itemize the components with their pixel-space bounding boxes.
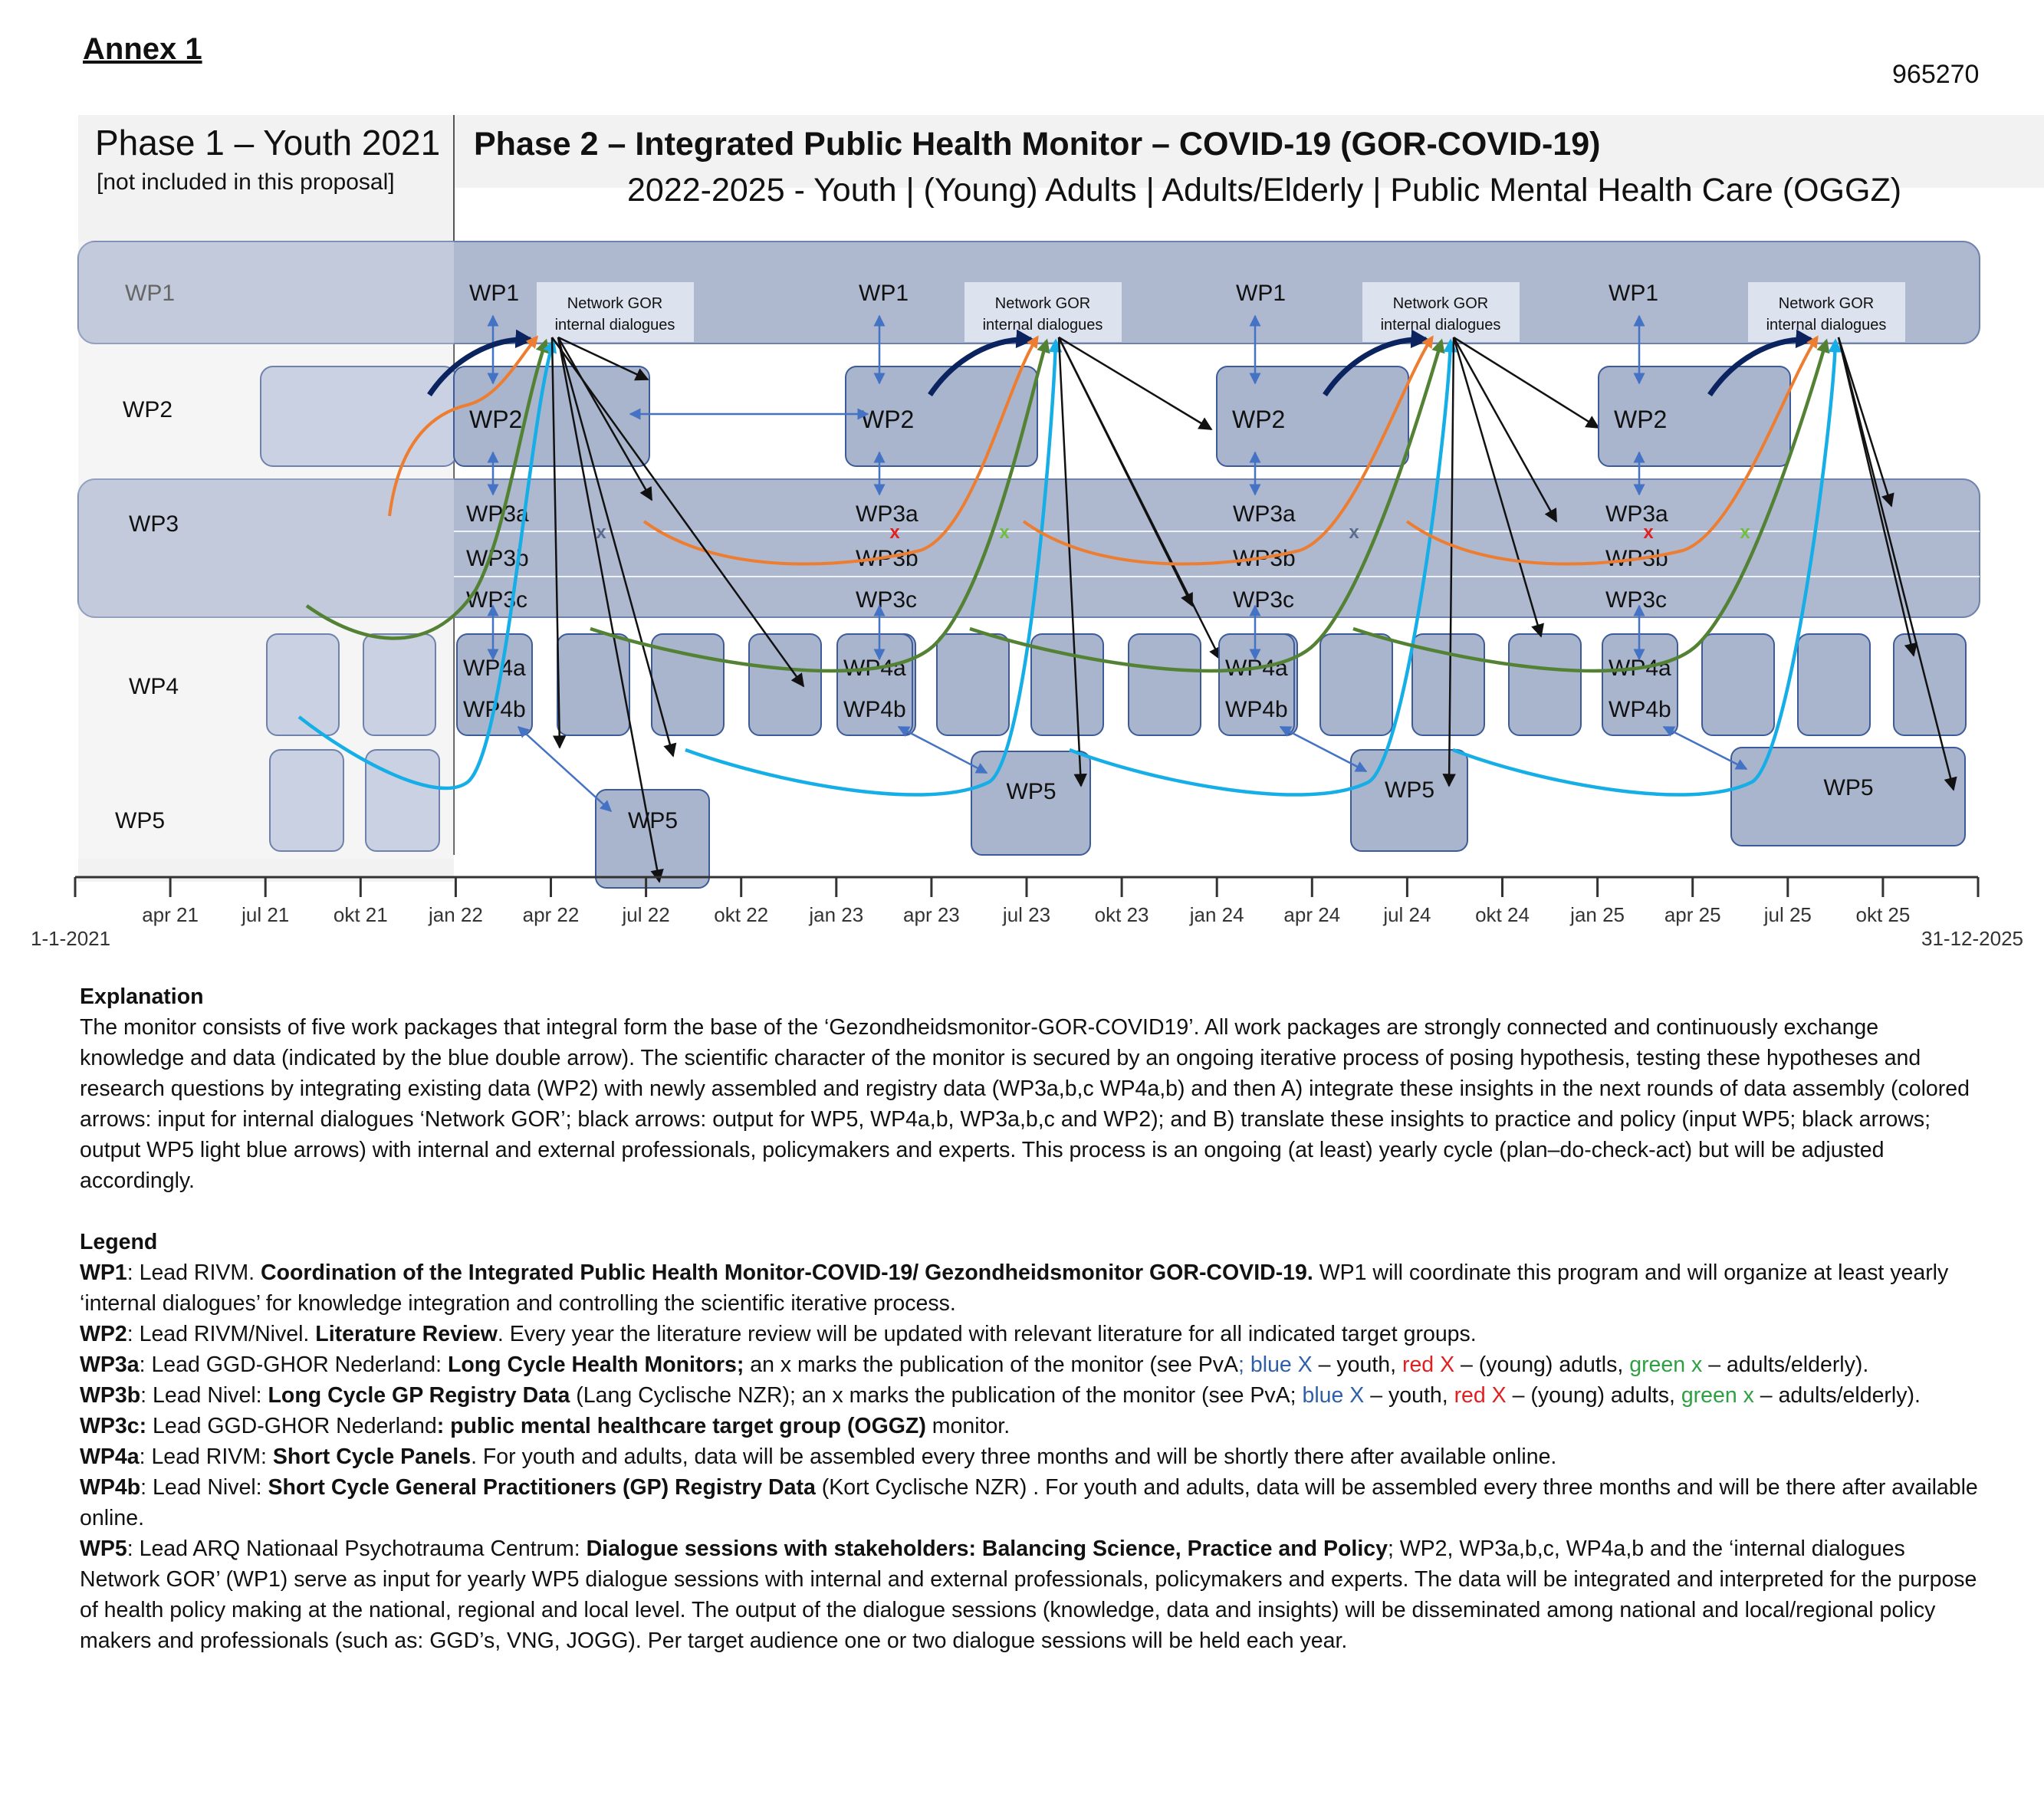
timeline-label-9: apr 23 — [903, 903, 960, 926]
network-gor-line2-1: internal dialogues — [554, 317, 675, 334]
network-gor-line2-3: internal dialogues — [1380, 317, 1501, 334]
network-gor-line1-2: Network GOR — [994, 295, 1091, 312]
timeline-label-1: apr 21 — [142, 903, 199, 926]
row-label-wp5: WP5 — [115, 808, 166, 833]
wp5-label-3: WP5 — [1385, 777, 1435, 803]
timeline-label-5: apr 22 — [522, 903, 580, 926]
legend-wp2: WP2: Lead RIVM/Nivel. Literature Review. Every year the literature review will be updated with relevant literature for all indicated target groups. — [80, 1322, 1477, 1346]
wp4-slot-box-6 — [1129, 634, 1201, 735]
workplan-diagram — [0, 107, 2044, 958]
explanation-section — [80, 981, 1981, 1656]
wp4-slot-box-0 — [557, 634, 629, 735]
row-label-wp2: WP2 — [123, 397, 173, 422]
x-mark-3: x — [999, 522, 1010, 543]
timeline-label-2: jul 21 — [242, 903, 290, 926]
wp5-label-2: WP5 — [1006, 779, 1057, 804]
wp4b-label-4: WP4b — [1609, 697, 1671, 722]
legend-title: Legend — [80, 1230, 158, 1254]
wp4b-label-3: WP4b — [1225, 697, 1288, 722]
network-gor-line2-2: internal dialogues — [982, 317, 1103, 334]
timeline-end: 31-12-2025 — [1921, 927, 2023, 950]
wp1-label-4: WP1 — [1609, 281, 1659, 306]
x-mark-2: x — [889, 522, 900, 543]
wp3a-label-2: WP3a — [856, 501, 918, 527]
x-mark-4: x — [1349, 522, 1359, 543]
wp3b-label-3: WP3b — [1233, 546, 1296, 571]
wp3b-label-2: WP3b — [856, 546, 918, 571]
legend-wp4b: WP4b: Lead Nivel: Short Cycle General Practitioners (GP) Registry Data (Kort Cyclische NZR) . For youth and adults, data will be assembled every three months and will be there after available online. — [80, 1475, 1978, 1530]
wp4a-label-4: WP4a — [1609, 656, 1671, 681]
wp4-slot-box-10 — [1509, 634, 1581, 735]
wp4b-label-2: WP4b — [843, 697, 906, 722]
phase1-note: [not included in this proposal] — [97, 169, 395, 195]
double-arrow-wp4-wp5-1 — [518, 727, 611, 811]
wp4-slot-box-2 — [749, 634, 821, 735]
wp2-label-4: WP2 — [1614, 406, 1668, 433]
x-mark-6: x — [1740, 522, 1750, 543]
wp4a-label-3: WP4a — [1225, 656, 1288, 681]
explanation-text: The monitor consists of five work packages that integral form the base of the ‘Gezondheidsmonitor-GOR-COVID19’. All work packages are strongly connected and continuously exchange knowledge and data (indicated by the blue double arrow). The scientific character of the monitor is secured by an ongoing iterative process of posing hypothesis, testing these hypotheses and research questions by integrating existing data (WP2) with newly assembled and registry data (WP3a,b,c WP4a,b) and then A) integrate these insights in the next rounds of data assembly (colored arrows: input for internal dialogues ‘Network GOR’; black arrows: output for WP5, WP4a,b, WP3a,b,c and WP2); and B) translate these insights to practice and policy (input WP5; black arrows; output WP5 light blue arrows) with internal and external professionals, policymakers and experts. This process is an ongoing (at least) yearly cycle (plan–do-check-act) but will be adjusted accordingly. — [80, 1015, 1970, 1193]
explanation-title: Explanation — [80, 984, 204, 1009]
wp3c-label-1: WP3c — [466, 587, 528, 613]
timeline-label-8: jan 23 — [809, 903, 864, 926]
wp3c-label-2: WP3c — [856, 587, 918, 613]
timeline-label-4: jan 22 — [428, 903, 483, 926]
legend-wp4a: WP4a: Lead RIVM: Short Cycle Panels. For youth and adults, data will be assembled every three months and will be shortly there after available online. — [80, 1445, 1557, 1469]
timeline-start: 1-1-2021 — [31, 927, 111, 950]
timeline-label-16: jan 25 — [1570, 903, 1625, 926]
timeline-label-18: jul 25 — [1763, 903, 1812, 926]
legend-wp5: WP5: Lead ARQ Nationaal Psychotrauma Centrum: Dialogue sessions with stakeholders: Balancing Science, Practice and Policy; WP2, WP3a,b,c, WP4a,b and the ‘internal dialogues Network GOR’ (WP1) serve as input for yearly WP5 dialogue sessions with internal and external professionals, policymakers and experts. The data will be integrated and interpreted for the purpose of health policy making at the national, regional and local level. The output of the dialogue sessions (knowledge, data and insights) will be disseminated among national and local/regional policy makers and professionals (such as: GGD’s, VNG, JOGG). Per target audience one or two dialogue sessions will be held each year. — [80, 1537, 1977, 1653]
wp5-label-1: WP5 — [628, 808, 679, 833]
legend-wp3a: WP3a: Lead GGD-GHOR Nederland: Long Cycle Health Monitors; an x marks the publication of the monitor (see PvA; blue X – youth, red X – (young) adutls, green x – adults/elderly). — [80, 1352, 1869, 1377]
wp4-slot-box-8 — [1320, 634, 1392, 735]
row-label-wp4: WP4 — [129, 674, 179, 699]
phase2-title: Phase 2 – Integrated Public Health Monitor – COVID-19 (GOR-COVID-19) — [474, 126, 1601, 163]
network-gor-line1-3: Network GOR — [1392, 295, 1489, 312]
timeline-label-11: okt 23 — [1094, 903, 1149, 926]
timeline-label-10: jul 23 — [1002, 903, 1051, 926]
timeline-label-3: okt 21 — [333, 903, 388, 926]
timeline — [31, 877, 2023, 950]
x-mark-5: x — [1643, 522, 1654, 543]
wp3a-label-4: WP3a — [1605, 501, 1668, 527]
wp3c-label-3: WP3c — [1233, 587, 1295, 613]
annex-title: Annex 1 — [83, 32, 202, 66]
wp4-slot-box-12 — [1702, 634, 1774, 735]
row-label-wp3: WP3 — [129, 511, 179, 537]
wp5-box-1 — [596, 790, 709, 888]
timeline-label-12: jan 24 — [1189, 903, 1244, 926]
timeline-label-15: okt 24 — [1475, 903, 1530, 926]
timeline-label-19: okt 25 — [1855, 903, 1911, 926]
wp1-label-2: WP1 — [859, 281, 909, 306]
network-gor-line2-4: internal dialogues — [1766, 317, 1887, 334]
wp3b-label-1: WP3b — [466, 546, 529, 571]
timeline-label-6: jul 22 — [622, 903, 670, 926]
wp2-label-2: WP2 — [861, 406, 915, 433]
wp3c-label-4: WP3c — [1605, 587, 1668, 613]
timeline-label-7: okt 22 — [714, 903, 769, 926]
phase1-title: Phase 1 – Youth 2021 — [95, 123, 441, 163]
row-label-wp1: WP1 — [125, 281, 176, 306]
wp1-label-1: WP1 — [469, 281, 520, 306]
wp5-label-4: WP5 — [1823, 775, 1874, 800]
timeline-label-13: apr 24 — [1283, 903, 1341, 926]
legend-wp3c: WP3c: Lead GGD-GHOR Nederland: public mental healthcare target group (OGGZ) monitor. — [80, 1414, 1010, 1438]
wp4b-label-1: WP4b — [463, 697, 526, 722]
timeline-label-17: apr 25 — [1664, 903, 1721, 926]
wp4a-label-2: WP4a — [843, 656, 906, 681]
wp4-slot-box-4 — [937, 634, 1009, 735]
wp4-slot-box-14 — [1894, 634, 1966, 735]
x-mark-1: x — [596, 522, 606, 543]
document-number: 965270 — [1892, 60, 1980, 89]
wp3b-label-4: WP3b — [1605, 546, 1668, 571]
wp2-label-1: WP2 — [469, 406, 523, 433]
legend-wp3b: WP3b: Lead Nivel: Long Cycle GP Registry Data (Lang Cyclische NZR); an x marks the publication of the monitor (see PvA; blue X – youth, red X – (young) adults, green x – adults/elderly). — [80, 1383, 1921, 1408]
wp3a-label-1: WP3a — [466, 501, 529, 527]
wp2-label-3: WP2 — [1232, 406, 1286, 433]
wp4a-label-1: WP4a — [463, 656, 526, 681]
wp4-slot-box-13 — [1798, 634, 1870, 735]
wp1-label-3: WP1 — [1236, 281, 1287, 306]
legend-wp1: WP1: Lead RIVM. Coordination of the Integrated Public Health Monitor-COVID-19/ Gezondheidsmonitor GOR-COVID-19. WP1 will coordinate this program and will organize at least yearly ‘internal dialogues’ for knowledge integration and controlling the scientific iterative process. — [80, 1260, 1949, 1316]
timeline-label-14: jul 24 — [1383, 903, 1431, 926]
phase2-subtitle: 2022-2025 - Youth | (Young) Adults | Adults/Elderly | Public Mental Health Care (OGGZ) — [627, 172, 1902, 209]
network-gor-line1-4: Network GOR — [1778, 295, 1875, 312]
wp3a-label-3: WP3a — [1233, 501, 1296, 527]
network-gor-line1-1: Network GOR — [567, 295, 663, 312]
